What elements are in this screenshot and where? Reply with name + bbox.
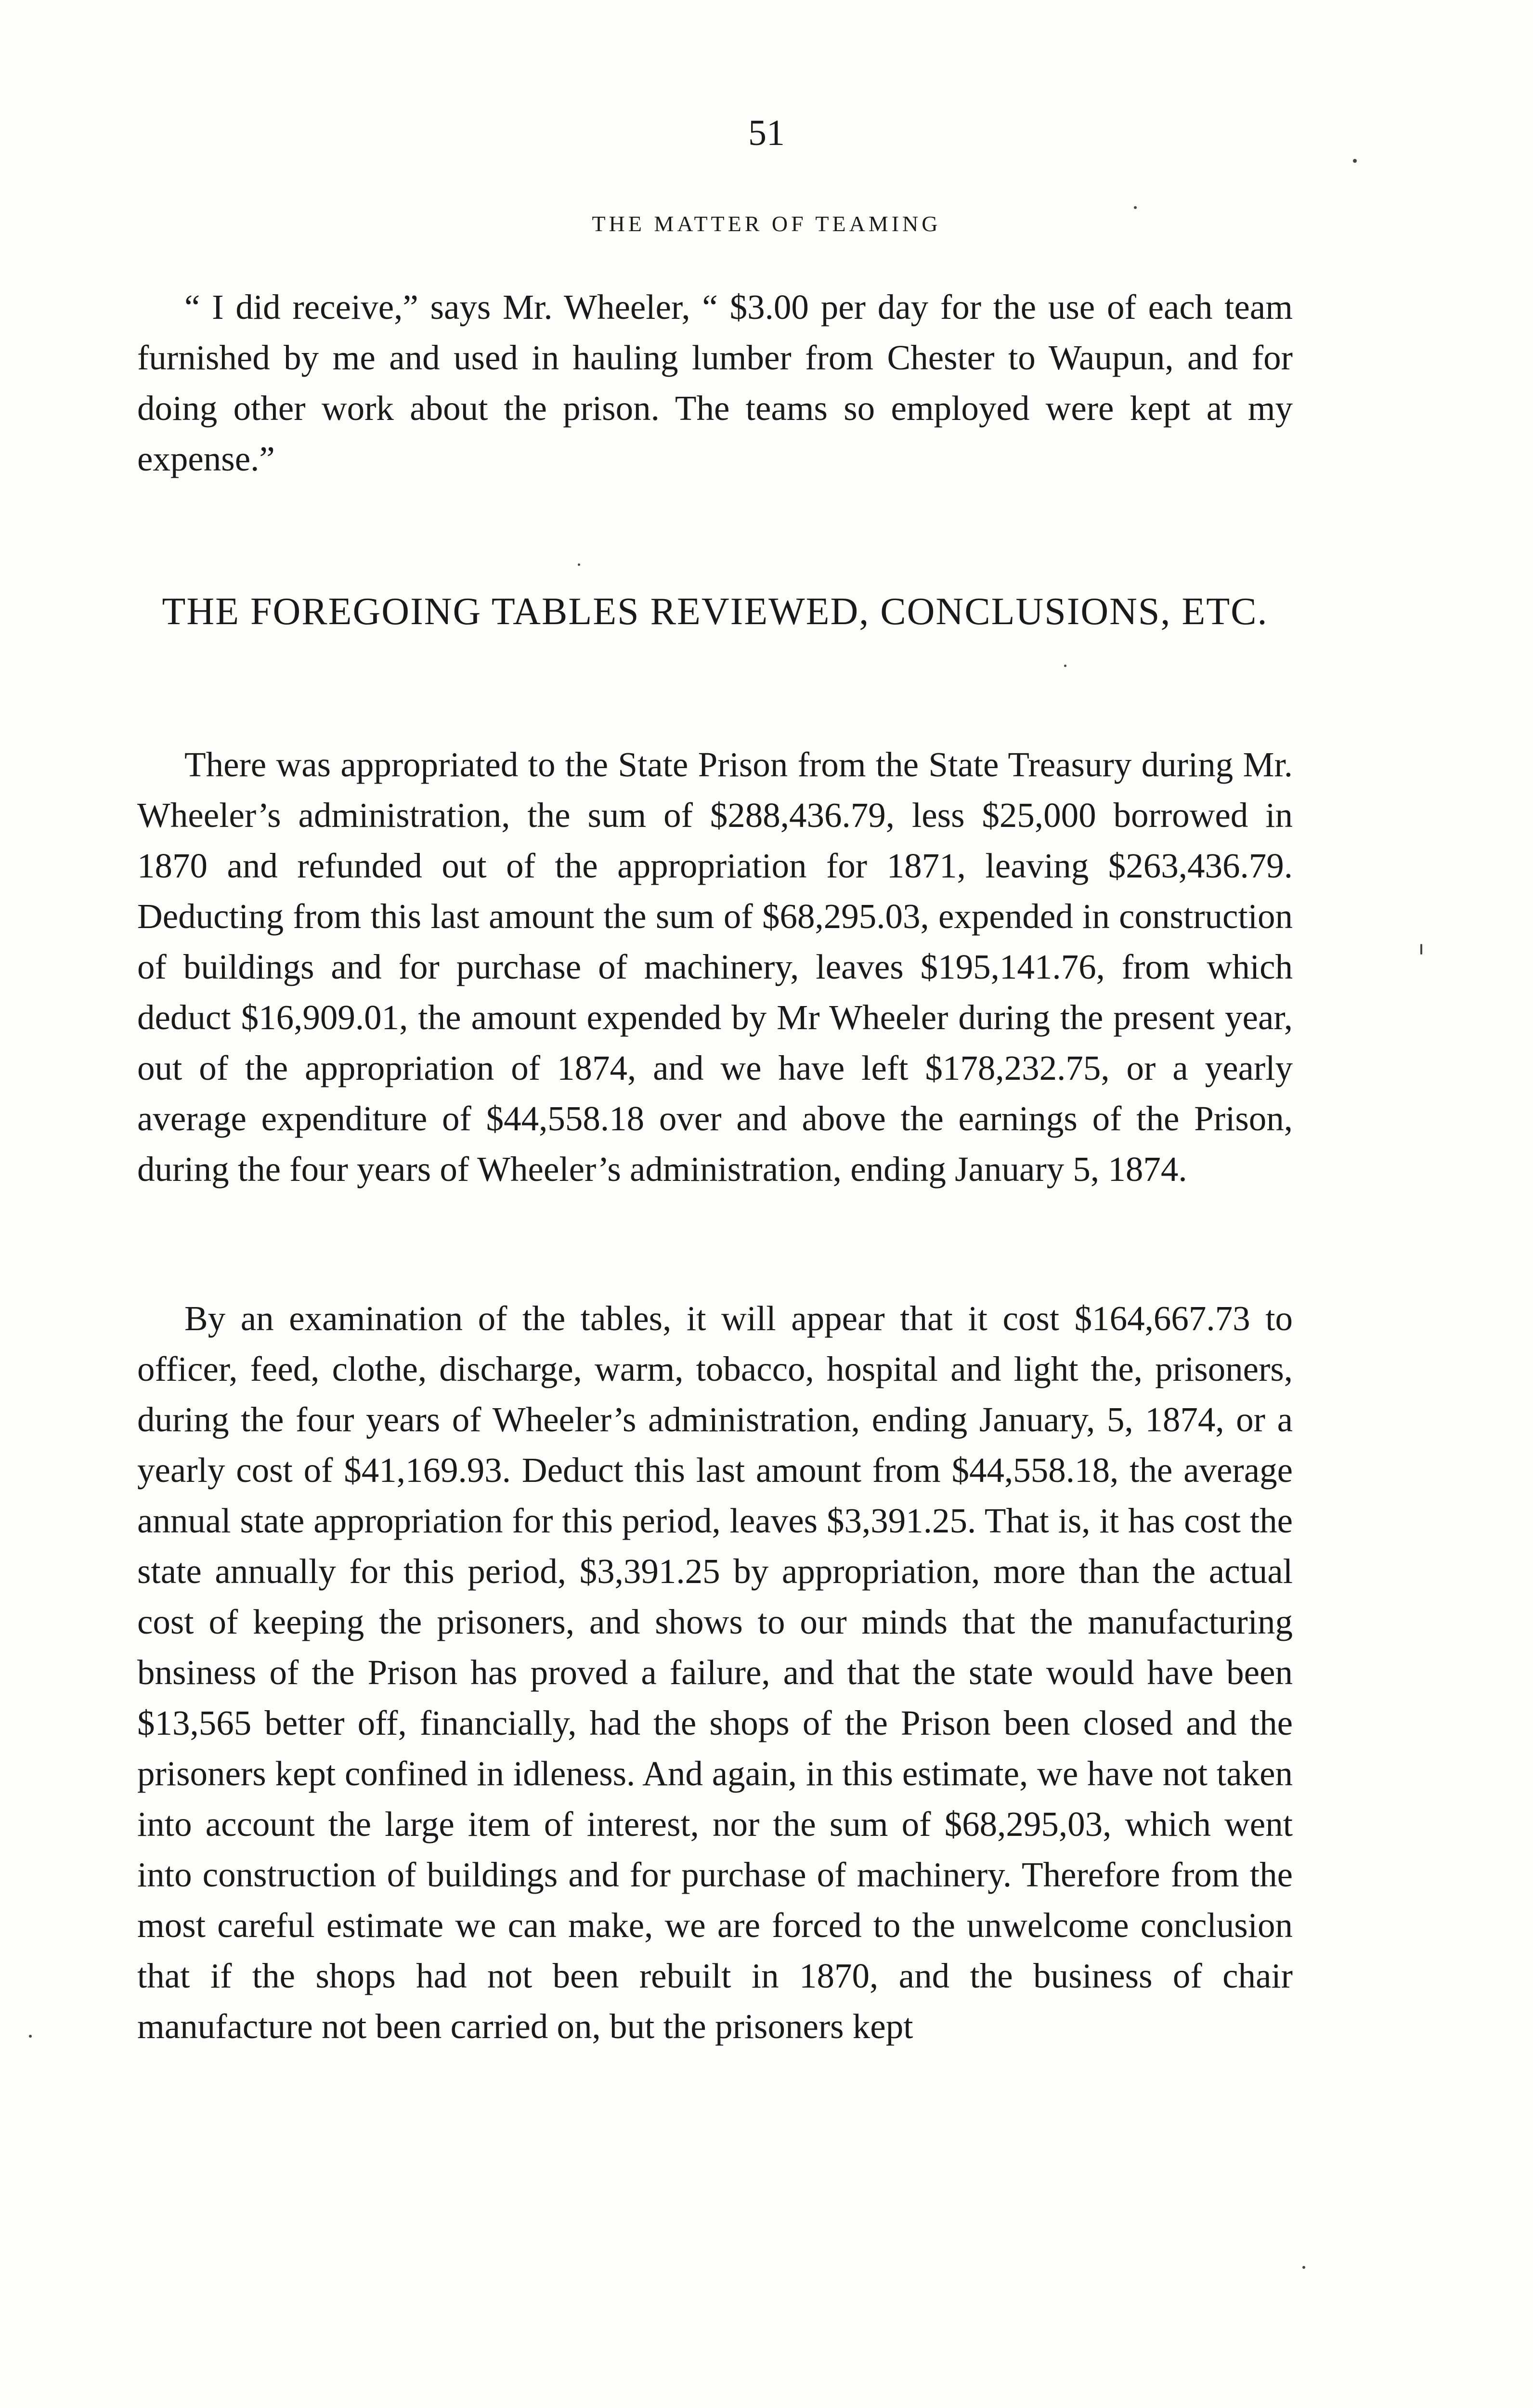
scan-speck <box>1064 665 1066 667</box>
page-number: 51 <box>748 113 785 153</box>
scan-speck <box>1302 2266 1305 2269</box>
section-heading: THE FOREGOING TABLES REVIEWED, CONCLUSIONS, ETC. <box>162 590 1268 633</box>
quote-block <box>137 282 1293 484</box>
quote-paragraph: “ I did receive,” says Mr. Wheeler, “ $3.00 per day for the use of each team furnished by me and used in hauling lumber from Chester to Waupun, and for doing other work about the prison. The teams so employed were kept at my expense.” <box>137 288 1293 478</box>
scan-speck <box>1353 159 1357 163</box>
scan-speck <box>1134 206 1137 209</box>
appropriation-paragraph: There was appropriated to the State Prison from the State Treasury during Mr. Wheeler’s administration, the sum of $288,436.79, less $25,000 borrowed in 1870 and refunded out of the appropriation for 1871, leaving $263,436.79. Deducting from this last amount the sum of $68,295.03, expended in construction of buildings and for purchase of machinery, leaves $195,141.76, from which deduct $16,909.01, the amount expended by Mr Wheeler during the present year, out of the appropriation of 1874, and we have left $178,232.75, or a yearly average expenditure of $44,558.18 over and above the earnings of the Prison, during the four years of Wheeler’s administration, ending January 5, 1874. <box>137 745 1293 1189</box>
appropriation-block <box>137 739 1293 1194</box>
scan-speck <box>29 2035 32 2038</box>
examination-block <box>137 1293 1293 2052</box>
scan-speck <box>1420 944 1422 955</box>
scan-speck <box>578 563 580 566</box>
running-head: THE MATTER OF TEAMING <box>592 211 941 236</box>
examination-paragraph: By an examination of the tables, it will appear that it cost $164,667.73 to officer, feed, clothe, discharge, warm, tobacco, hospital and light the, prisoners, during the four years of Wheeler’s administration, ending January, 5, 1874, or a yearly cost of $41,169.93. Deduct this last amount from $44,558.18, the average annual state appropriation for this period, leaves $3,391.25. That is, it has cost the state annually for this period, $3,391.25 by appropriation, more than the actual cost of keeping the prisoners, and shows to our minds that the manufacturing bnsiness of the Prison has proved a failure, and that the state would have been $13,565 better off, financially, had the shops of the Prison been closed and the prisoners kept confined in idleness. And again, in this estimate, we have not taken into account the large item of interest, nor the sum of $68,295,03, which went into construction of buildings and for purchase of machinery. Therefore from the most careful estimate we can make, we are forced to the unwelcome conclusion that if the shops had not been rebuilt in 1870, and the business of chair manufacture not been carried on, but the prisoners kept <box>137 1299 1293 2046</box>
